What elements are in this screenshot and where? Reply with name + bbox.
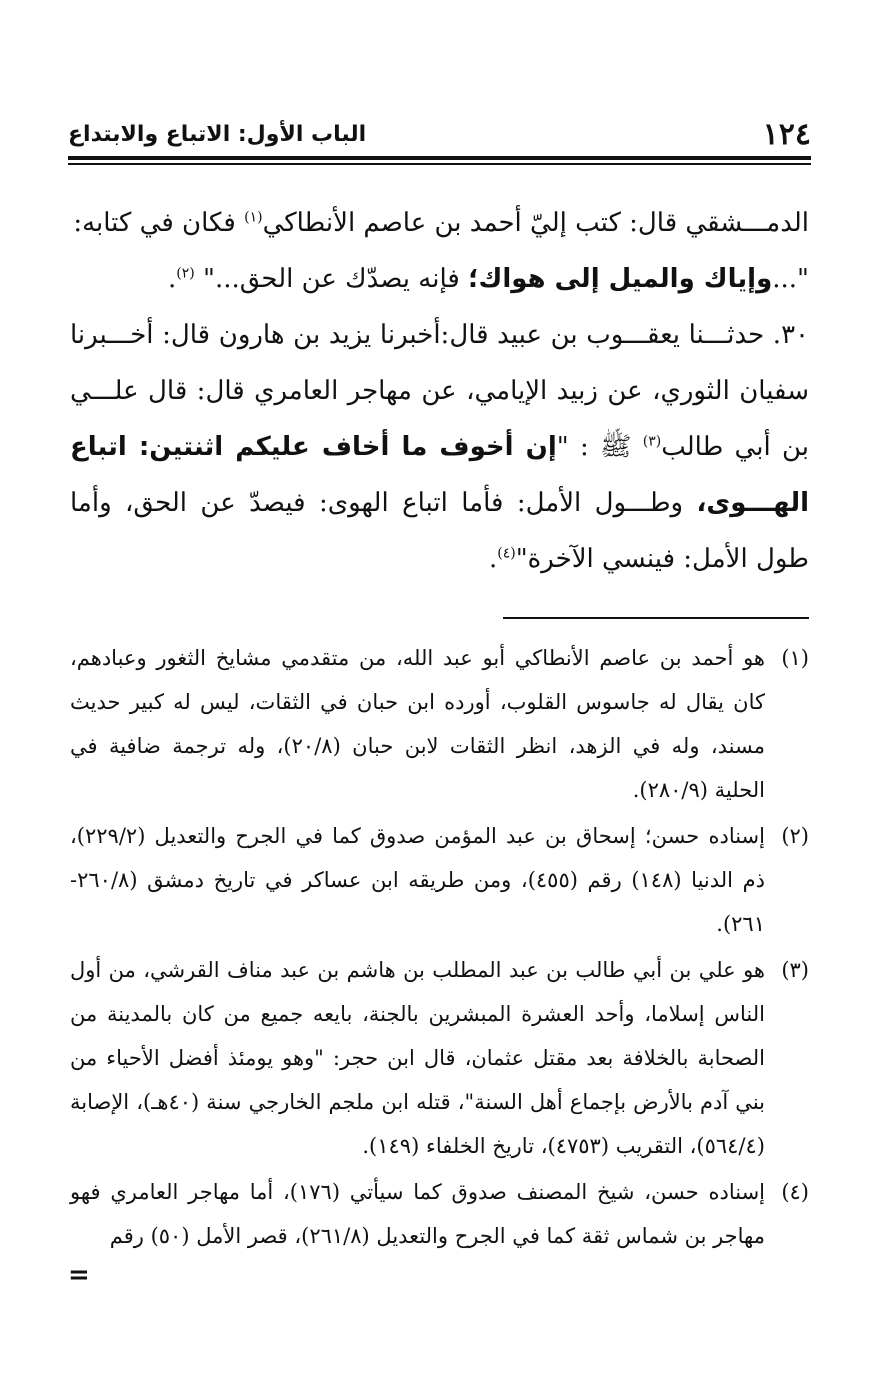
footnote-number: (٣)	[781, 958, 809, 982]
footnote-2	[70, 814, 809, 946]
page-header	[68, 112, 811, 156]
footnote-text: إسناده حسن؛ إسحاق بن عبد المؤمن صدوق كما في الجرح والتعديل (٢٢٩/٢)، ذم الدنيا (١٤٨) رقم (٤٥٥)، ومن طريقه ابن عساكر في تاريخ دمشق (٢٦٠/٨- ٢٦١).	[70, 824, 765, 936]
footnote-ref-4: (٤)	[497, 545, 516, 562]
footnote-1	[70, 636, 809, 812]
p2-quote-open: "...	[772, 264, 809, 294]
footnote-text: هو أحمد بن عاصم الأنطاكي أبو عبد الله، من متقدمي مشايخ الثغور وعبادهم، كان يقال له جاسوس القلوب، أورده ابن حبان في الثقات، ليس له كبير حديث مسند، وله في الزهد، انظر الثقات لابن حبان (٢٠/٨)، وله ترجمة ضافية في الحلية (٢٨٠/٩).	[70, 646, 765, 802]
p3-end: .	[488, 544, 498, 574]
main-text	[70, 195, 809, 587]
p1-text-b: فكان في كتابه:	[73, 208, 245, 238]
continuation-mark: =	[68, 1260, 90, 1290]
footnote-number: (٤)	[781, 1180, 809, 1204]
p2-text: فإنه يصدّك عن الحق..."	[194, 264, 469, 294]
footnote-text: هو علي بن أبي طالب بن عبد المطلب بن هاشم بن عبد مناف القرشي، من أول الناس إسلاما، وأحد العشرة المبشرين بالجنة، بايعه جميع من كان بالمدينة من الصحابة بالخلافة بعد مقتل عثمان، قال ابن حجر: "وهو يومئذ أفضل الأحياء من بني آدم بالأرض بإجماع أهل السنة"، قتله ابن ملجم الخارجي سنة (٤٠هـ)، الإصابة (٥٦٤/٤)، التقريب (٤٧٥٣)، تاريخ الخلفاء (١٤٩).	[70, 958, 765, 1158]
header-rule-thin	[68, 163, 811, 165]
footnote-text: إسناده حسن، شيخ المصنف صدوق كما سيأتي (١٧٦)، أما مهاجر العامري فهو مهاجر بن شماس ثقة كما في الجرح والتعديل (٢٦١/٨)، قصر الأمل (٥٠) رقم	[70, 1180, 766, 1248]
footnote-ref-1: (١)	[244, 209, 263, 226]
footnote-number: (٢)	[781, 824, 809, 848]
paragraph-1	[70, 195, 809, 251]
footnote-4	[70, 1170, 809, 1258]
footnote-number: (١)	[781, 646, 809, 670]
p2-end: .	[167, 264, 177, 294]
footnotes	[70, 636, 809, 1260]
footnote-separator	[503, 617, 809, 619]
p3-text-c: وطـــول الأمل: فأما اتباع الهوى: فيصدّ عن الحق، وأما طول الأمل: فينسي الآخرة"	[70, 488, 809, 574]
p3-text-b: ﷺ : "	[556, 432, 643, 462]
header-rule-thick	[68, 156, 811, 160]
footnote-3	[70, 948, 809, 1168]
paragraph-3	[70, 307, 809, 587]
running-title: الباب الأول: الاتباع والابتداع	[68, 121, 367, 147]
p3-text-a: ٣٠. حدثـــنا يعقـــوب بن عبيد قال:أخبرنا يزيد بن هارون قال: أخـــبرنا سفيان الثوري، عن زبيد الإيامي، عن مهاجر العامري قال: قال علـــي بن أبي طالب	[70, 320, 809, 462]
p3-bold: إن أخوف ما أخاف عليكم اثنتين: اتباع الهـــوى،	[70, 432, 809, 518]
page-number: ١٢٤	[762, 116, 811, 152]
footnote-ref-3: (٣)	[642, 433, 662, 450]
p1-text: الدمـــشقي قال: كتب إليّ أحمد بن عاصم الأنطاكي	[262, 208, 809, 238]
footnote-ref-2: (٢)	[176, 265, 195, 282]
paragraph-2	[70, 251, 809, 307]
p2-bold: وإياك والميل إلى هواك؛	[468, 264, 773, 294]
